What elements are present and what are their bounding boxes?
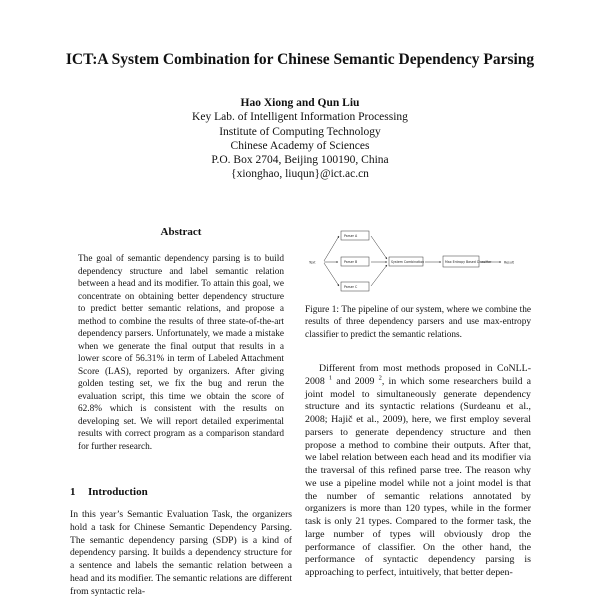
arrow-text-to-parser-c xyxy=(324,263,339,286)
arrow-text-to-parser-a xyxy=(324,236,339,261)
introduction-text: In this year’s Semantic Evaluation Task, the organizers hold a task for Chinese Semantic Dependency Parsing. The semantic dependency parsing (SDP) is a kind of dependency parsing. It builds a dependency structure for a sentence and labels the semantic relation between a head and its modifier. The semantic relations are different from syntactic rela- xyxy=(70,509,292,597)
body-text-a: Different from most methods proposed in CoNLL-2008 xyxy=(305,363,531,387)
affiliation-academy: Chinese Academy of Sciences xyxy=(230,139,370,152)
body-text-c: , in which some researchers build a joint model to simultaneously generate dependency structure and its syntactic relations (Surdeanu et al., 2008; Hajič et al., 2009), here, we first employ several parsers to generate dependency structure and then propose a method to combine their outputs. After that, we label relation between each head and its modifier via the traversal of this refined parse tree. The reason why we use a pipeline model while not a joint model is that the number of semantic relations annotated by organizers is more than 120 types, while in the former task is only 21 types. Compared to the former task, the large number of types will obviously drop the performance of classifier. On the other hand, the performance of syntactic dependency parsing is approaching to perfect, intuitively, that better depen- xyxy=(305,375,531,578)
body-paragraph xyxy=(305,363,531,580)
parser-a-label: Parser A xyxy=(344,234,358,238)
parser-c-label: Parser C xyxy=(344,285,358,289)
author-email: {xionghao, liuqun}@ict.ac.cn xyxy=(231,168,369,181)
arrow-parser-c-to-combination xyxy=(371,265,387,286)
footnote-ref-2: 2 xyxy=(378,374,382,382)
classifier-label: Max Entropy Based Classifier xyxy=(445,260,492,264)
combination-label: System Combination xyxy=(391,260,425,264)
affiliation-lab: Key Lab. of Intelligent Information Processing xyxy=(192,111,408,124)
author-names: Hao Xiong and Qun Liu xyxy=(240,97,360,109)
arrow-parser-a-to-combination xyxy=(371,236,387,259)
affiliation-address: P.O. Box 2704, Beijing 100190, China xyxy=(211,154,389,167)
paper-title: ICT:A System Combination for Chinese Semantic Dependency Parsing xyxy=(65,51,535,68)
footnote-ref-1: 1 xyxy=(328,374,333,382)
abstract-text: The goal of semantic dependency parsing is to build dependency structure and label semantic relation between a head and its modifier. To attain this goal, we concentrate on obtaining better dependency structure to predict better semantic relations, and propose a method to combine the results of three state-of-the-art dependency parsers. Unfortunately, we made a mistake when we generate the final output that results in a lower score of 56.31% in term of Labeled Attachment Score (LAS), reported by organizers. After giving golden testing set, we fix the bug and rerun the evaluation script, this time we obtain the score of 62.8% which is consistent with the results on developing set. We will report detailed experimental results with correct program as a comparison standard for further research. xyxy=(78,254,284,452)
section-heading-introduction xyxy=(70,486,292,498)
section-title: Introduction xyxy=(88,486,148,498)
pipeline-input-label: Text xyxy=(309,260,316,265)
affiliation-institute: Institute of Computing Technology xyxy=(219,125,381,138)
pipeline-output-label: Result xyxy=(504,260,514,265)
abstract-heading: Abstract xyxy=(160,226,202,238)
pipeline-diagram xyxy=(305,222,531,292)
author-block xyxy=(110,96,490,182)
pipeline-figure xyxy=(305,222,531,292)
body-text-b: and 2009 xyxy=(332,375,379,387)
parser-b-label: Parser B xyxy=(344,260,358,264)
figure-caption: Figure 1: The pipeline of our system, where we combine the results of three dependency parsers and use max-entropy classifier to predict the semantic relations. xyxy=(305,305,531,340)
section-number: 1 xyxy=(70,486,76,498)
